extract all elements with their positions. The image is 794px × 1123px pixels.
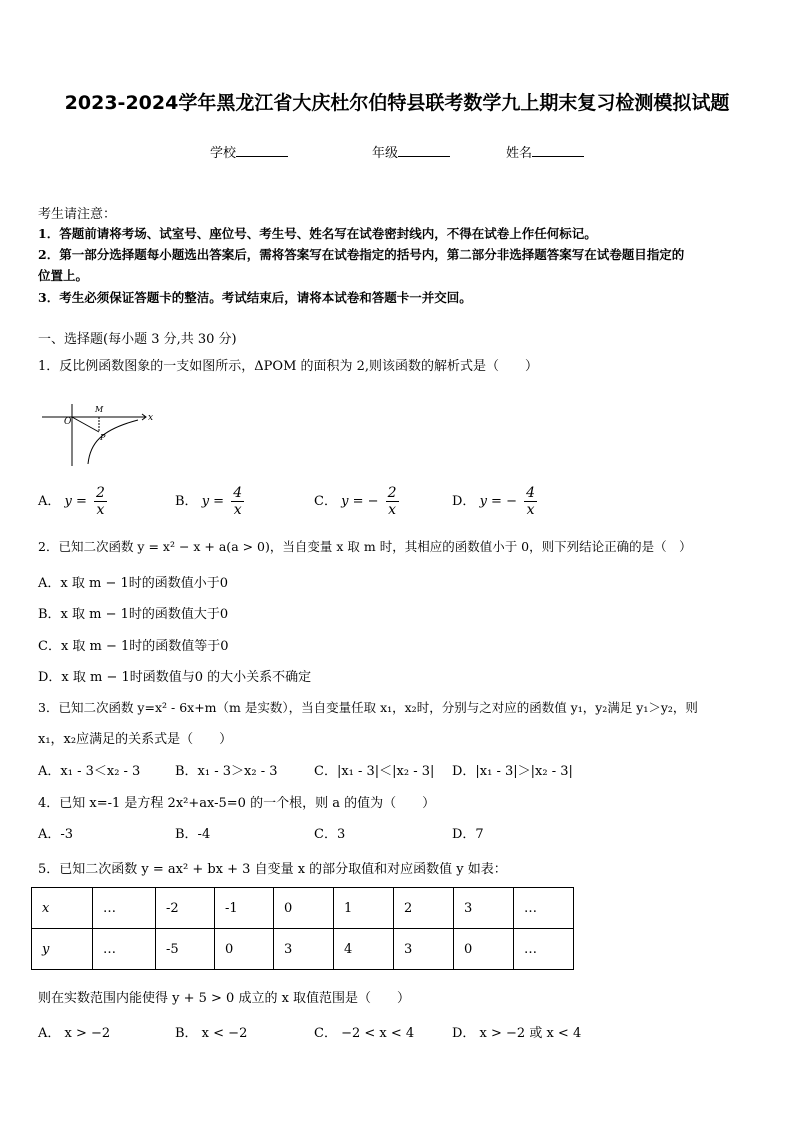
value-table xyxy=(31,887,574,970)
table-cell: -5 xyxy=(156,929,215,970)
grade-blank xyxy=(398,144,450,157)
option-label: B． xyxy=(175,494,198,509)
question-3-text: 3．已知二次函数 y=x² - 6x+m（m 是实数），当自变量任取 x₁，x₂时，分别与之对应的函数值 y₁，y₂满足 y₁＞y₂，则 xyxy=(38,700,698,715)
table-row-x xyxy=(32,888,574,929)
fraction-numerator: 4 xyxy=(526,485,536,501)
table-cell: … xyxy=(93,888,156,929)
table-cell: -1 xyxy=(215,888,274,929)
fraction-numerator: 2 xyxy=(387,485,397,501)
page-title: 2023-2024学年黑龙江省大庆杜尔伯特县联考数学九上期末复习检测模拟试题 xyxy=(64,92,730,114)
q4-option-a: A．-3 xyxy=(38,827,74,842)
table-cell: 3 xyxy=(454,888,514,929)
q1-option-d xyxy=(452,485,537,518)
table-cell: 0 xyxy=(215,929,274,970)
q1-option-a xyxy=(38,485,107,518)
fraction xyxy=(231,485,244,518)
notice-heading: 考生请注意： xyxy=(38,207,117,222)
q4-option-c: C．3 xyxy=(314,827,346,842)
table-cell: 4 xyxy=(334,929,394,970)
fraction-denominator: x xyxy=(96,502,105,518)
table-cell: … xyxy=(514,929,574,970)
hyperbola-curve xyxy=(88,420,138,464)
q1-option-b xyxy=(175,485,244,518)
table-cell: 1 xyxy=(334,888,394,929)
table-cell: -2 xyxy=(156,888,215,929)
table-cell: 3 xyxy=(274,929,334,970)
table-cell: 2 xyxy=(394,888,454,929)
table-row-y xyxy=(32,929,574,970)
question-3-text-cont: x₁，x₂应满足的关系式是（ ） xyxy=(38,732,233,747)
fraction-denominator: x xyxy=(388,502,397,518)
school-blank xyxy=(236,144,288,157)
p-label: P xyxy=(100,433,106,442)
q1-option-c xyxy=(314,485,399,518)
question-2-text: 2．已知二次函数 y = x² − x + a(a > 0)，当自变量 x 取 m 时，其相应的函数值小于 0，则下列结论正确的是（ ） xyxy=(38,539,692,554)
hyperbola-graph xyxy=(38,400,158,470)
segment-op xyxy=(72,417,99,432)
section-heading: 一、选择题(每小题 3 分,共 30 分) xyxy=(38,332,237,347)
fraction-numerator: 2 xyxy=(96,485,105,501)
origin-label: O xyxy=(64,417,72,427)
table-cell: 0 xyxy=(454,929,514,970)
option-label: C． xyxy=(314,494,337,509)
q5-option-c: C． −2 < x < 4 xyxy=(314,1026,415,1041)
notice-item: 1．答题前请将考场、试室号、座位号、考生号、姓名写在试卷密封线内，不得在试卷上作任何标记。 xyxy=(38,226,597,241)
option-lhs: y = xyxy=(64,494,87,509)
q3-option-d: D．|x₁ - 3|＞|x₂ - 3| xyxy=(452,764,573,779)
q3-option-a: A．x₁ - 3＜x₂ - 3 xyxy=(38,764,141,779)
name-blank xyxy=(532,144,584,157)
table-cell: 3 xyxy=(394,929,454,970)
table-cell: … xyxy=(514,888,574,929)
name-field xyxy=(506,142,584,161)
school-label: 学校 xyxy=(210,146,237,161)
notice-item: 3．考生必须保证答题卡的整洁。考试结束后，请将本试卷和答题卡一并交回。 xyxy=(38,290,472,305)
school-field xyxy=(210,142,288,161)
table-cell: … xyxy=(93,929,156,970)
option-lhs: y = − xyxy=(479,494,517,509)
option-lhs: y = − xyxy=(341,494,379,509)
question-4-text: 4．已知 x=-1 是方程 2x²+ax-5=0 的一个根，则 a 的值为（ ） xyxy=(38,796,436,811)
notice-item: 2．第一部分选择题每小题选出答案后，需将答案写在试卷指定的括号内，第二部分非选择题答案写在试卷题目指定的 xyxy=(38,247,685,262)
fraction-numerator: 4 xyxy=(233,485,243,501)
m-label: M xyxy=(95,405,104,414)
q2-option-b: B．x 取 m − 1时的函数值大于0 xyxy=(38,607,229,622)
option-label: D． xyxy=(452,494,476,509)
q2-option-d: D．x 取 m − 1时函数值与0 的大小关系不确定 xyxy=(38,670,312,685)
table-cell: x xyxy=(32,888,93,929)
option-label: A． xyxy=(38,494,61,509)
fraction xyxy=(386,485,399,518)
q2-option-a: A．x 取 m − 1时的函数值小于0 xyxy=(38,576,229,591)
question-5-after: 则在实数范围内能使得 y + 5 > 0 成立的 x 取值范围是（ ） xyxy=(38,991,411,1006)
q5-option-d: D． x > −2 或 x < 4 xyxy=(452,1026,582,1041)
name-label: 姓名 xyxy=(506,146,533,161)
table-cell: 0 xyxy=(274,888,334,929)
question-5-text: 5．已知二次函数 y = ax² + bx + 3 自变量 x 的部分取值和对应函数值 y 如表： xyxy=(38,862,507,877)
question-1-text: 1．反比例函数图象的一支如图所示，ΔPOM 的面积为 2,则该函数的解析式是（ ） xyxy=(38,359,539,374)
fraction-denominator: x xyxy=(526,502,535,518)
q3-option-c: C．|x₁ - 3|＜|x₂ - 3| xyxy=(314,764,435,779)
x-label: x xyxy=(148,413,154,423)
fraction-denominator: x xyxy=(233,502,242,518)
fraction xyxy=(524,485,537,518)
q5-option-a: A． x > −2 xyxy=(38,1026,111,1041)
q4-option-d: D．7 xyxy=(452,827,484,842)
grade-label: 年级 xyxy=(372,146,399,161)
table-cell: y xyxy=(32,929,93,970)
option-lhs: y = xyxy=(201,494,225,509)
notice-item: 位置上。 xyxy=(38,268,89,283)
fraction xyxy=(94,485,107,518)
q5-option-b: B． x < −2 xyxy=(175,1026,248,1041)
q4-option-b: B．-4 xyxy=(175,827,211,842)
grade-field xyxy=(372,142,450,161)
q3-option-b: B．x₁ - 3＞x₂ - 3 xyxy=(175,764,278,779)
q2-option-c: C．x 取 m − 1时的函数值等于0 xyxy=(38,639,229,654)
